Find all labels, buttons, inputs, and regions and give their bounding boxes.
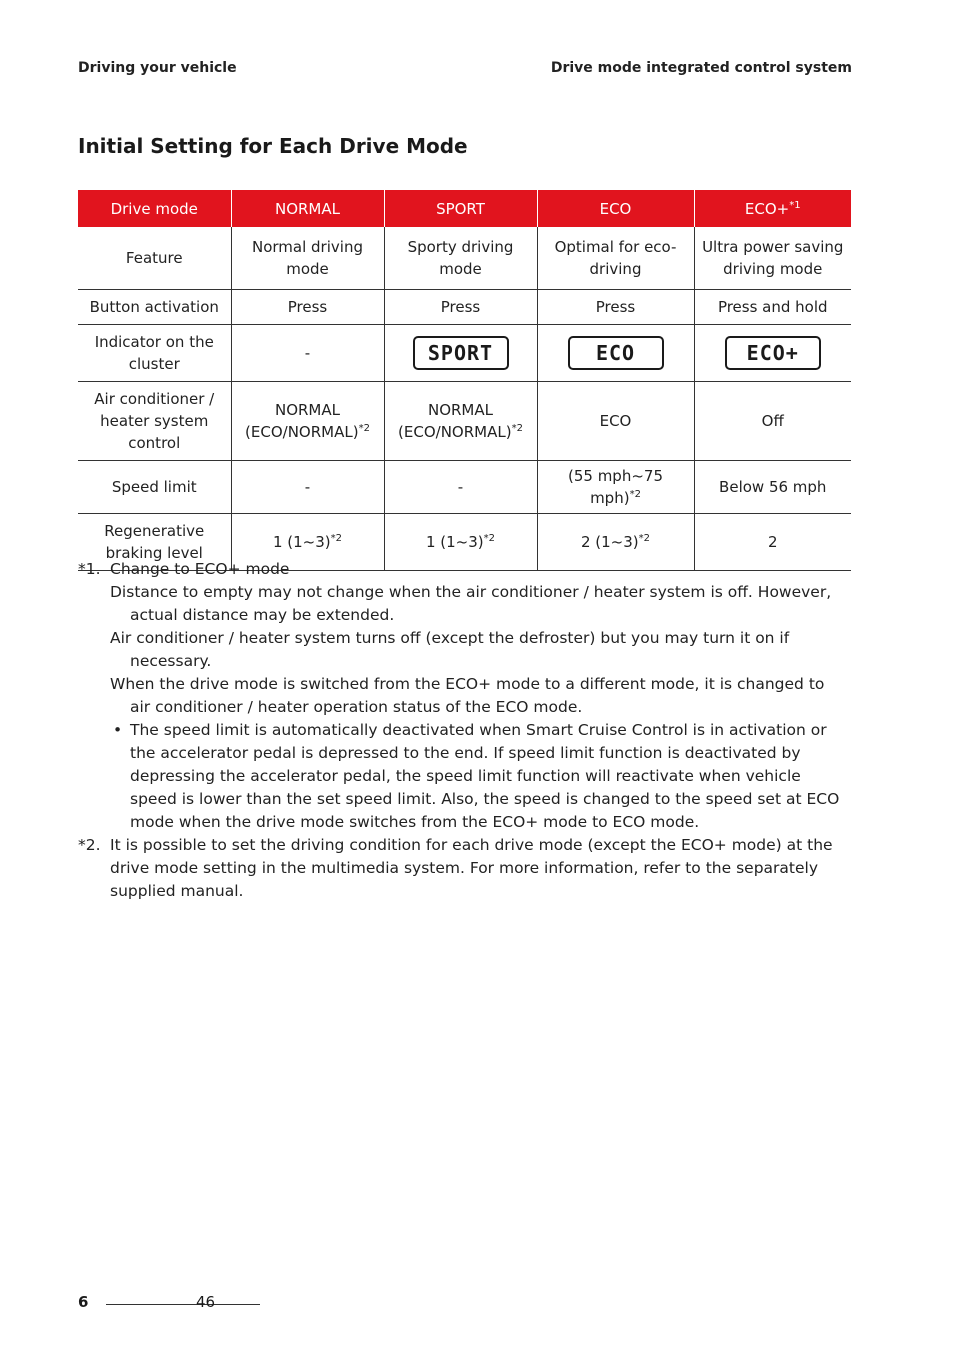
- page-footer: [78, 1293, 278, 1317]
- cell-normal: NORMAL (ECO/NORMAL)$^{*2}$: [231, 382, 384, 461]
- table-row-air-conditioner: [78, 382, 851, 461]
- footnote-ref: *1: [789, 199, 801, 211]
- footnote-bullet: • The speed limit is automatically deactivated when Smart Cruise Control is in activation or the accelerator pedal is depressed to the end. If speed limit function is deactivated by depressing the accelerator pedal, the speed limit function will reactivate when vehicle speed is lower than the set speed limit. Also, the speed is changed to the speed set at ECO mode when the drive mode switches from the ECO+ mode to ECO mode.: [113, 721, 840, 831]
- cell-normal: -: [231, 325, 384, 382]
- cell-eco-plus: Ultra power saving driving mode: [694, 227, 851, 290]
- row-label: Button activation: [78, 290, 231, 325]
- cell-eco: ECO: [537, 382, 694, 461]
- row-label: Feature: [78, 227, 231, 290]
- table-header-row: [78, 190, 851, 227]
- table-row-indicator: [78, 325, 851, 382]
- column-header-eco: ECO: [537, 190, 694, 227]
- footnote-mark: *1.: [78, 560, 101, 578]
- column-header-sport: SPORT: [384, 190, 537, 227]
- footnote-paragraph: It is possible to set the driving condition for each drive mode (except the ECO+ mode) at the drive mode setting in the multimedia system. For more information, refer to the separately supplied manual.: [110, 836, 833, 900]
- table-row-button-activation: [78, 290, 851, 325]
- cell-eco-plus: [694, 325, 851, 382]
- footnote-mark: *2.: [78, 836, 101, 854]
- cell-eco-plus: Off: [694, 382, 851, 461]
- footnote-title: Change to ECO+ mode: [110, 560, 290, 578]
- running-header-chapter: Drive mode integrated control system: [550, 60, 852, 76]
- footer-divider: [106, 1304, 260, 1305]
- row-label: Regenerative braking level: [78, 514, 231, 571]
- cell-eco: Optimal for eco-driving: [537, 227, 694, 290]
- table-footnotes: [78, 558, 848, 903]
- footnote-1: [78, 558, 848, 834]
- table-row-feature: [78, 227, 851, 290]
- cell-eco: 2 (1~3)$^{*2}$: [537, 514, 694, 571]
- cell-eco: Press: [537, 290, 694, 325]
- page-title: Initial Setting for Each Drive Mode: [78, 134, 468, 158]
- cell-eco-plus: Press and hold: [694, 290, 851, 325]
- cell-normal: -: [231, 461, 384, 514]
- bullet-icon: •: [113, 721, 123, 739]
- cell-eco-plus: 2: [694, 514, 851, 571]
- cell-sport: Sporty driving mode: [384, 227, 537, 290]
- footnote-paragraph: When the drive mode is switched from the ECO+ mode to a different mode, it is changed to air conditioner / heater operation status of the ECO mode.: [110, 675, 825, 716]
- row-label: Indicator on the cluster: [78, 325, 231, 382]
- eco-indicator-icon: ECO: [568, 336, 664, 370]
- row-label: Speed limit: [78, 461, 231, 514]
- footnote-ref: *2: [483, 533, 496, 544]
- cell-eco: [537, 325, 694, 382]
- cell-sport: NORMAL (ECO/NORMAL)$^{*2}$: [384, 382, 537, 461]
- footnote-ref: *2: [358, 423, 370, 434]
- footnote-ref: *2: [511, 423, 523, 434]
- footnote-ref: *2: [638, 533, 651, 544]
- footnote-ref: *2: [629, 489, 641, 500]
- cell-sport: [384, 325, 537, 382]
- cell-normal: Press: [231, 290, 384, 325]
- cell-sport: 1 (1~3)$^{*2}$: [384, 514, 537, 571]
- cell-eco: (55 mph~75 mph)$^{*2}$: [537, 461, 694, 514]
- cell-sport: Press: [384, 290, 537, 325]
- footnote-paragraph: Air conditioner / heater system turns off (except the defroster) but you may turn it on if necessary.: [110, 629, 790, 670]
- column-header-drive-mode: Drive mode: [78, 190, 231, 227]
- page-number: 46: [196, 1293, 216, 1311]
- cell-normal: 1 (1~3)$^{*2}$: [231, 514, 384, 571]
- column-header-normal: NORMAL: [231, 190, 384, 227]
- section-number: 6: [78, 1293, 89, 1311]
- footnote-ref: *2: [330, 533, 343, 544]
- cell-sport: -: [384, 461, 537, 514]
- cell-eco-plus: Below 56 mph: [694, 461, 851, 514]
- running-header-section: Driving your vehicle: [78, 60, 237, 76]
- column-header-eco-plus: ECO+$^{*1}$: [694, 190, 851, 227]
- eco-plus-indicator-icon: ECO+: [725, 336, 821, 370]
- footnote-paragraph: Distance to empty may not change when the air conditioner / heater system is off. However, actual distance may be extended.: [110, 583, 832, 624]
- table-row-speed-limit: [78, 461, 851, 514]
- footnote-2: [78, 834, 848, 903]
- cell-normal: Normal driving mode: [231, 227, 384, 290]
- row-label: Air conditioner / heater system control: [78, 382, 231, 461]
- sport-indicator-icon: SPORT: [413, 336, 509, 370]
- drive-mode-settings-table: [78, 190, 851, 571]
